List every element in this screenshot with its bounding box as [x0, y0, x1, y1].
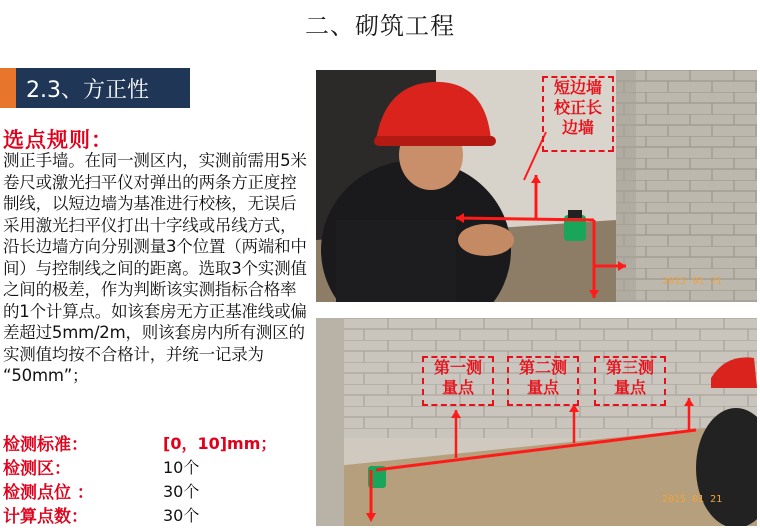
section-title: 2.3、方正性	[26, 77, 149, 103]
stats-list	[3, 430, 303, 526]
stat-row-points	[3, 478, 303, 502]
callout-short-wall: 短边墙 校正长 边墙	[542, 76, 614, 152]
stat-value: [0，10]mm；	[163, 434, 277, 453]
page-title: 二、砌筑工程	[305, 12, 455, 40]
date-stamp: 2015 01 21	[662, 276, 723, 287]
date-stamp: 2015 01 21	[662, 494, 723, 505]
rules-heading: 选点规则：	[3, 128, 113, 152]
section-accent	[0, 68, 16, 108]
callout-point-3: 第三测 量点	[594, 356, 666, 406]
stat-value: 10个	[163, 458, 200, 477]
photo-short-wall-check	[316, 70, 757, 302]
rules-body: 测正手墙。在同一测区内，实测前需用5米卷尺或激光扫平仪对弹出的两条方正度控制线，以短边墙为基准进行校核，无误后采用激光扫平仪打出十字线或吊线方式，沿长边墙方向分别测量3个位置（两端和中间）与控制线之间的距离。选取3个实测值之间的极差，作为判断该实测指标合格率的1个计算点。如该套房无方正基准线或偏差超过5mm/2m，则该套房内所有测区的实测值均按不合格计，并统一记录为 “50mm”；	[3, 151, 307, 385]
photo-scene	[316, 70, 757, 302]
stat-key: 检测点位 ：	[3, 483, 94, 503]
section-bar	[0, 68, 190, 108]
stat-key: 检测标准：	[3, 435, 88, 455]
stat-key: 计算点数：	[3, 507, 88, 527]
stat-value: 30个	[163, 482, 200, 501]
callout-point-2: 第二测 量点	[507, 356, 579, 406]
stat-row-areas	[3, 454, 303, 478]
stat-key: 检测区：	[3, 459, 71, 479]
callout-point-1: 第一测 量点	[422, 356, 494, 406]
stat-value: 30个	[163, 506, 200, 525]
photo-long-wall-points	[316, 318, 757, 526]
stat-row-calc	[3, 502, 303, 526]
stat-row-standard	[3, 430, 303, 454]
